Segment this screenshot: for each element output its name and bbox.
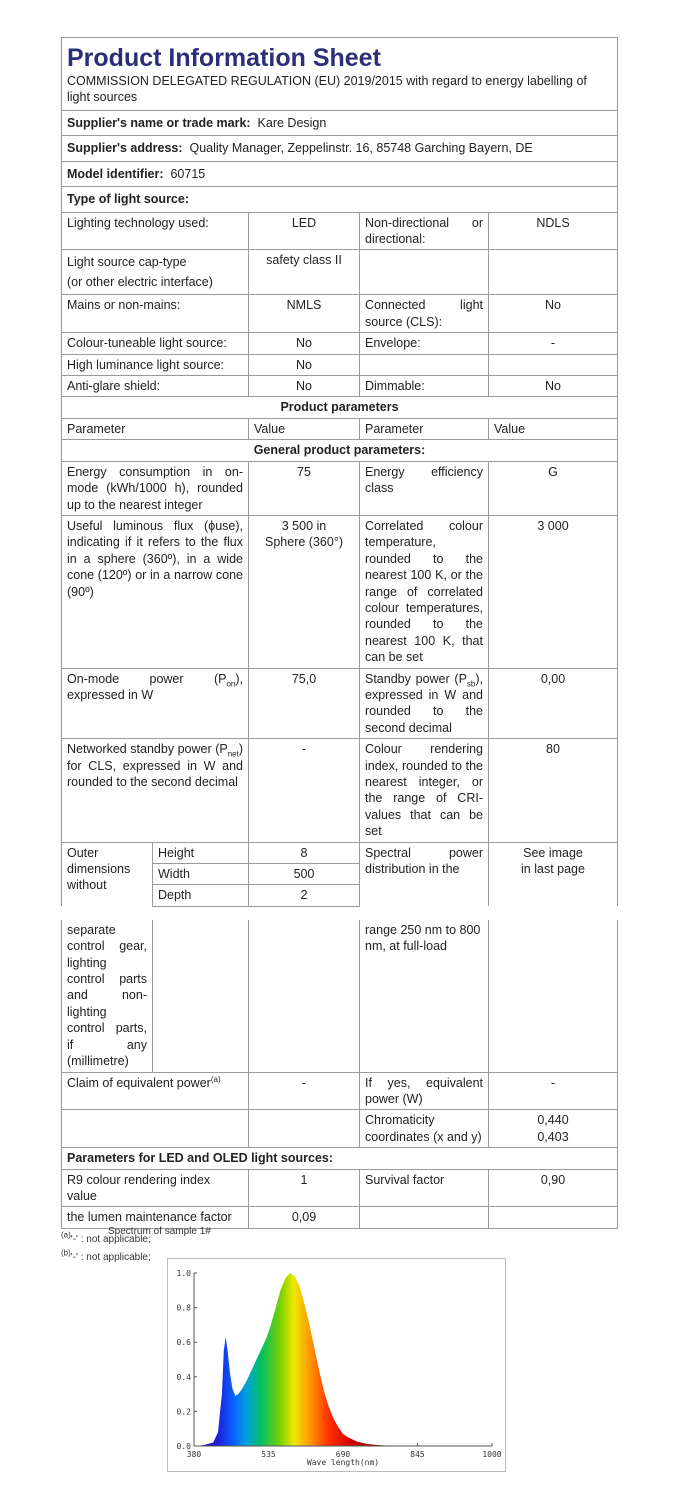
col-value-left: Value (249, 418, 360, 439)
envelope-value: - (489, 333, 618, 354)
type-heading: Type of light source: (62, 187, 618, 212)
cct-label: Correlated colour temperature, rounded to the nearest 100 K, or the range of correlated colour temperatures, rounded to the nearest 100 K, that can be set (360, 515, 489, 668)
cap-type-row (62, 250, 618, 295)
y-tick-label: 0.2 (176, 1407, 191, 1417)
networked-standby-value: - (249, 739, 360, 842)
y-tick-label: 0.6 (176, 1338, 191, 1348)
cap-type-value: safety class II (249, 250, 360, 295)
luminous-flux-value-2: Sphere (360°) (265, 535, 343, 550)
depth-label: Depth (153, 885, 249, 906)
model-row (62, 161, 618, 186)
spd-label-bottom: range 250 nm to 800 nm, at full-load (360, 920, 489, 1072)
dimmable-label: Dimmable: (360, 376, 489, 397)
general-heading-row (62, 440, 618, 461)
standby-power-value: 0,00 (489, 668, 618, 739)
title-row (62, 38, 618, 111)
height-value: 8 (249, 842, 360, 863)
footnote-a-text: '-' : not applicable; (70, 1233, 151, 1245)
on-mode-power-row (62, 668, 618, 739)
model-label: Model identifier: (67, 166, 164, 181)
luminous-flux-value-1: 3 500 in (281, 518, 327, 533)
supplier-name-value: Kare Design (257, 116, 327, 130)
connected-value: No (489, 295, 618, 333)
x-tick-label: 535 (261, 1450, 276, 1459)
supplier-address-row (62, 136, 618, 161)
led-heading: Parameters for LED and OLED light sources: (62, 1148, 618, 1169)
page-title: Product Information Sheet (67, 44, 381, 72)
connected-label: Connected light source (CLS): (360, 295, 489, 333)
spd-value-1: See image (523, 845, 583, 860)
page-break-gap (62, 906, 618, 920)
y-tick-label: 0.0 (176, 1442, 191, 1451)
lighting-technology-row (62, 212, 618, 250)
footnote-a-mark: (a) (61, 1230, 71, 1240)
width-value: 500 (249, 864, 360, 885)
envelope-label: Envelope: (360, 333, 489, 354)
survival-value: 0,90 (489, 1169, 618, 1207)
lighting-technology-value: LED (249, 212, 360, 250)
energy-consumption-value: 75 (249, 461, 360, 515)
r9-label: R9 colour rendering index value (62, 1169, 249, 1207)
cri-label: Colour rendering index, rounded to the nearest integer, or the range of CRI-values that can be set (360, 739, 489, 842)
product-params-heading: Product parameters (62, 397, 618, 418)
colour-tuneable-label: Colour-tuneable light source: (62, 333, 249, 354)
energy-consumption-label: Energy consumption in on-mode (kWh/1000 h), rounded up to the nearest integer (62, 461, 249, 515)
lighting-technology-label: Lighting technology used: (62, 212, 249, 250)
luminous-flux-label: Useful luminous flux (ϕuse), indicating if it refers to the flux in a sphere (360º), in a wide cone (120º) or in a narrow cone (90º) (62, 515, 249, 668)
energy-row (62, 461, 618, 515)
product-params-heading-row (62, 397, 618, 418)
depth-value: 2 (249, 885, 360, 906)
cap-type-label-1: Light source cap-type (67, 255, 187, 270)
colour-tuneable-value: No (249, 333, 360, 354)
chart-title: Spectrum of sample 1# (108, 1226, 211, 1237)
standby-power-label: Standby power $(P_{sb})$, expressed in W and rounded to the second decimal (360, 668, 489, 739)
width-label: Width (153, 864, 249, 885)
y-tick-label: 0.4 (176, 1372, 191, 1382)
mains-label: Mains or non-mains: (62, 295, 249, 333)
high-luminance-label: High luminance light source: (62, 354, 249, 375)
lumen-maintenance-value: 0,09 (249, 1207, 360, 1228)
supplier-name-row (62, 111, 618, 136)
x-tick-label: 1000 (482, 1450, 502, 1459)
equivalent-power-label: Claim of equivalent power$^{(a)}$ (62, 1072, 249, 1110)
y-tick-label: 0.8 (176, 1303, 191, 1313)
spectrum-chart (167, 1258, 506, 1472)
chromaticity-label: Chromaticity coordinates (x and y) (360, 1110, 489, 1148)
survival-label: Survival factor (360, 1169, 489, 1207)
r9-value: 1 (249, 1169, 360, 1207)
spd-label-top: Spectral power distribution in the (360, 842, 489, 906)
dimension-continued-row (62, 920, 618, 1072)
cct-value: 3 000 (489, 515, 618, 668)
spectrum-chart-svg (168, 1259, 505, 1471)
chromaticity-row (62, 1110, 618, 1148)
y-tick-label: 1.0 (176, 1269, 191, 1278)
regulation-text: COMMISSION DELEGATED REGULATION (EU) 2019/2015 with regard to energy labelling of light sources (67, 74, 587, 104)
luminous-flux-row (62, 515, 618, 668)
footnote-b-mark: (b) (61, 1248, 71, 1258)
equivalent-power-yes-label: If yes, equivalent power (W) (360, 1072, 489, 1110)
outer-dimensions-label-bottom: separate control gear, lighting control parts and non-lighting control parts, if any (millimetre) (62, 920, 153, 1072)
directional-label: Non-directional or directional: (360, 212, 489, 250)
outer-dimensions-label-top: Outer dimensions without (62, 842, 153, 906)
supplier-address-value: Quality Manager, Zeppelinstr. 16, 85748 Garching Bayern, DE (189, 141, 533, 156)
col-value-right: Value (489, 418, 618, 439)
anti-glare-label: Anti-glare shield: (62, 376, 249, 397)
colour-tuneable-row (62, 333, 618, 354)
energy-class-label: Energy efficiency class (360, 461, 489, 515)
networked-standby-row (62, 739, 618, 842)
x-axis-label: Wave length(nm) (306, 1458, 380, 1467)
anti-glare-row (62, 376, 618, 397)
high-luminance-row (62, 354, 618, 375)
mains-row (62, 295, 618, 333)
on-mode-power-value: 75,0 (249, 668, 360, 739)
supplier-address-label: Supplier's address: (67, 141, 183, 156)
height-label: Height (153, 842, 249, 863)
params-column-header-row (62, 418, 618, 439)
x-tick-label: 690 (335, 1450, 351, 1459)
r9-row (62, 1169, 618, 1207)
product-information-sheet (61, 37, 617, 1267)
model-value: 60715 (170, 166, 206, 181)
info-table (61, 37, 618, 1229)
spd-value-2: in last page (521, 862, 585, 877)
col-parameter-left: Parameter (62, 418, 249, 439)
equivalent-power-yes-value: - (489, 1072, 618, 1110)
cri-value: 80 (489, 739, 618, 842)
energy-class-value: G (489, 461, 618, 515)
supplier-name-label: Supplier's name or trade mark: (67, 116, 251, 130)
equivalent-power-value: - (249, 1072, 360, 1110)
mains-value: NMLS (249, 295, 360, 333)
x-tick-label: 845 (410, 1450, 425, 1459)
directional-value: NDLS (489, 212, 618, 250)
col-parameter-right: Parameter (360, 418, 489, 439)
high-luminance-value: No (249, 354, 360, 375)
lumen-maintenance-label: the lumen maintenance factor (62, 1207, 249, 1228)
chromaticity-x: 0,440 (537, 1113, 569, 1128)
led-heading-row (62, 1148, 618, 1169)
anti-glare-value: No (249, 376, 360, 397)
spectrum-fill (194, 1273, 492, 1446)
cap-type-label-2: (or other electric interface) (67, 275, 213, 290)
dimension-height-row (62, 842, 618, 863)
general-heading: General product parameters: (62, 440, 618, 461)
type-heading-row (62, 187, 618, 212)
on-mode-power-label: On-mode power $(P_{on})$, expressed in W (62, 668, 249, 739)
chromaticity-y: 0,403 (537, 1129, 569, 1144)
footnote-b-text: '-' : not applicable; (70, 1251, 151, 1263)
dimmable-value: No (489, 376, 618, 397)
x-tick-label: 380 (186, 1450, 202, 1459)
equivalent-power-row (62, 1072, 618, 1110)
networked-standby-label: Networked standby power $(P_{net})$ for CLS, expressed in W and rounded to the second decimal (62, 739, 249, 842)
